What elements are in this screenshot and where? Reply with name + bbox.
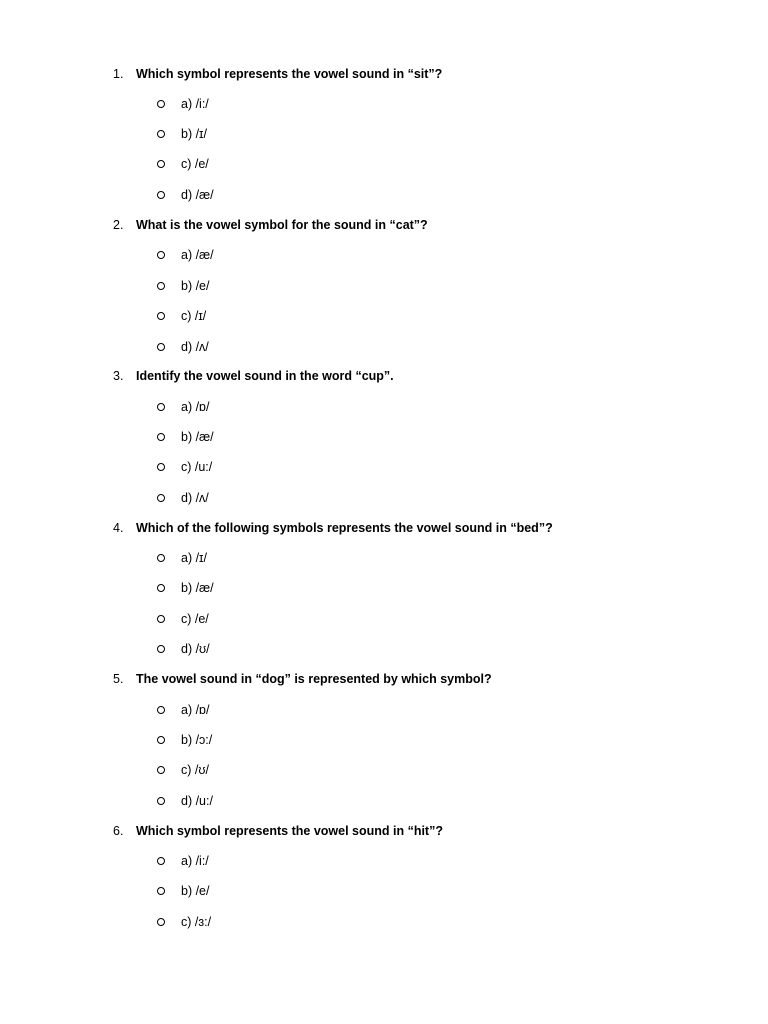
circle-bullet-icon [157,282,165,290]
option-text: c) /e/ [181,612,209,626]
option-item [157,429,457,445]
option-item [157,702,457,718]
option-item [157,399,457,415]
option-item [157,278,457,294]
question-number: 4. [113,521,124,535]
circle-bullet-icon [157,403,165,411]
circle-bullet-icon [157,312,165,320]
option-text: c) /ɪ/ [181,309,207,323]
option-item [157,247,457,263]
option-item [157,96,457,112]
option-text: b) /ɔ:/ [181,733,213,747]
option-text: c) /ʊ/ [181,763,209,777]
option-text: a) /i:/ [181,854,209,868]
circle-bullet-icon [157,343,165,351]
option-text: c) /e/ [181,157,209,171]
option-item [157,308,457,324]
option-text: c) /ɜ:/ [181,915,212,929]
option-item [157,550,457,566]
option-item [157,156,457,172]
option-text: d) /ʊ/ [181,642,210,656]
question-text: Identify the vowel sound in the word “cup”. [136,369,394,383]
question-number: 6. [113,824,124,838]
option-item [157,459,457,475]
question-number: 1. [113,67,124,81]
option-text: d) /æ/ [181,188,214,202]
circle-bullet-icon [157,584,165,592]
question-text: Which of the following symbols represents the vowel sound in “bed”? [136,521,553,535]
option-item [157,641,457,657]
question-number: 2. [113,218,124,232]
option-text: b) /æ/ [181,581,214,595]
circle-bullet-icon [157,857,165,865]
circle-bullet-icon [157,433,165,441]
circle-bullet-icon [157,918,165,926]
option-item [157,611,457,627]
circle-bullet-icon [157,615,165,623]
option-item [157,187,457,203]
circle-bullet-icon [157,251,165,259]
option-item [157,490,457,506]
circle-bullet-icon [157,100,165,108]
option-text: a) /i:/ [181,97,209,111]
option-text: c) /u:/ [181,460,213,474]
option-item [157,793,457,809]
circle-bullet-icon [157,797,165,805]
question-6 [113,823,733,839]
option-text: d) /u:/ [181,794,213,808]
circle-bullet-icon [157,887,165,895]
circle-bullet-icon [157,463,165,471]
question-1 [113,66,733,82]
question-2 [113,217,733,233]
circle-bullet-icon [157,191,165,199]
option-item [157,580,457,596]
circle-bullet-icon [157,554,165,562]
question-text: What is the vowel symbol for the sound in “cat”? [136,218,428,232]
question-4 [113,520,733,536]
option-text: a) /ɒ/ [181,703,210,717]
option-item [157,883,457,899]
option-text: a) /æ/ [181,248,214,262]
circle-bullet-icon [157,494,165,502]
circle-bullet-icon [157,645,165,653]
circle-bullet-icon [157,130,165,138]
option-item [157,339,457,355]
circle-bullet-icon [157,706,165,714]
circle-bullet-icon [157,766,165,774]
option-text: b) /æ/ [181,430,214,444]
option-item [157,126,457,142]
question-number: 5. [113,672,124,686]
option-text: b) /e/ [181,884,210,898]
option-text: b) /e/ [181,279,210,293]
option-item [157,853,457,869]
question-3 [113,368,733,384]
option-text: d) /ʌ/ [181,340,209,354]
circle-bullet-icon [157,160,165,168]
option-item [157,914,457,930]
option-item [157,732,457,748]
circle-bullet-icon [157,736,165,744]
question-number: 3. [113,369,124,383]
option-text: b) /ɪ/ [181,127,207,141]
option-text: a) /ɪ/ [181,551,207,565]
option-item [157,762,457,778]
question-5 [113,671,733,687]
option-text: a) /ɒ/ [181,400,210,414]
question-text: Which symbol represents the vowel sound in “hit”? [136,824,443,838]
question-text: The vowel sound in “dog” is represented by which symbol? [136,672,492,686]
option-text: d) /ʌ/ [181,491,209,505]
question-text: Which symbol represents the vowel sound in “sit”? [136,67,443,81]
